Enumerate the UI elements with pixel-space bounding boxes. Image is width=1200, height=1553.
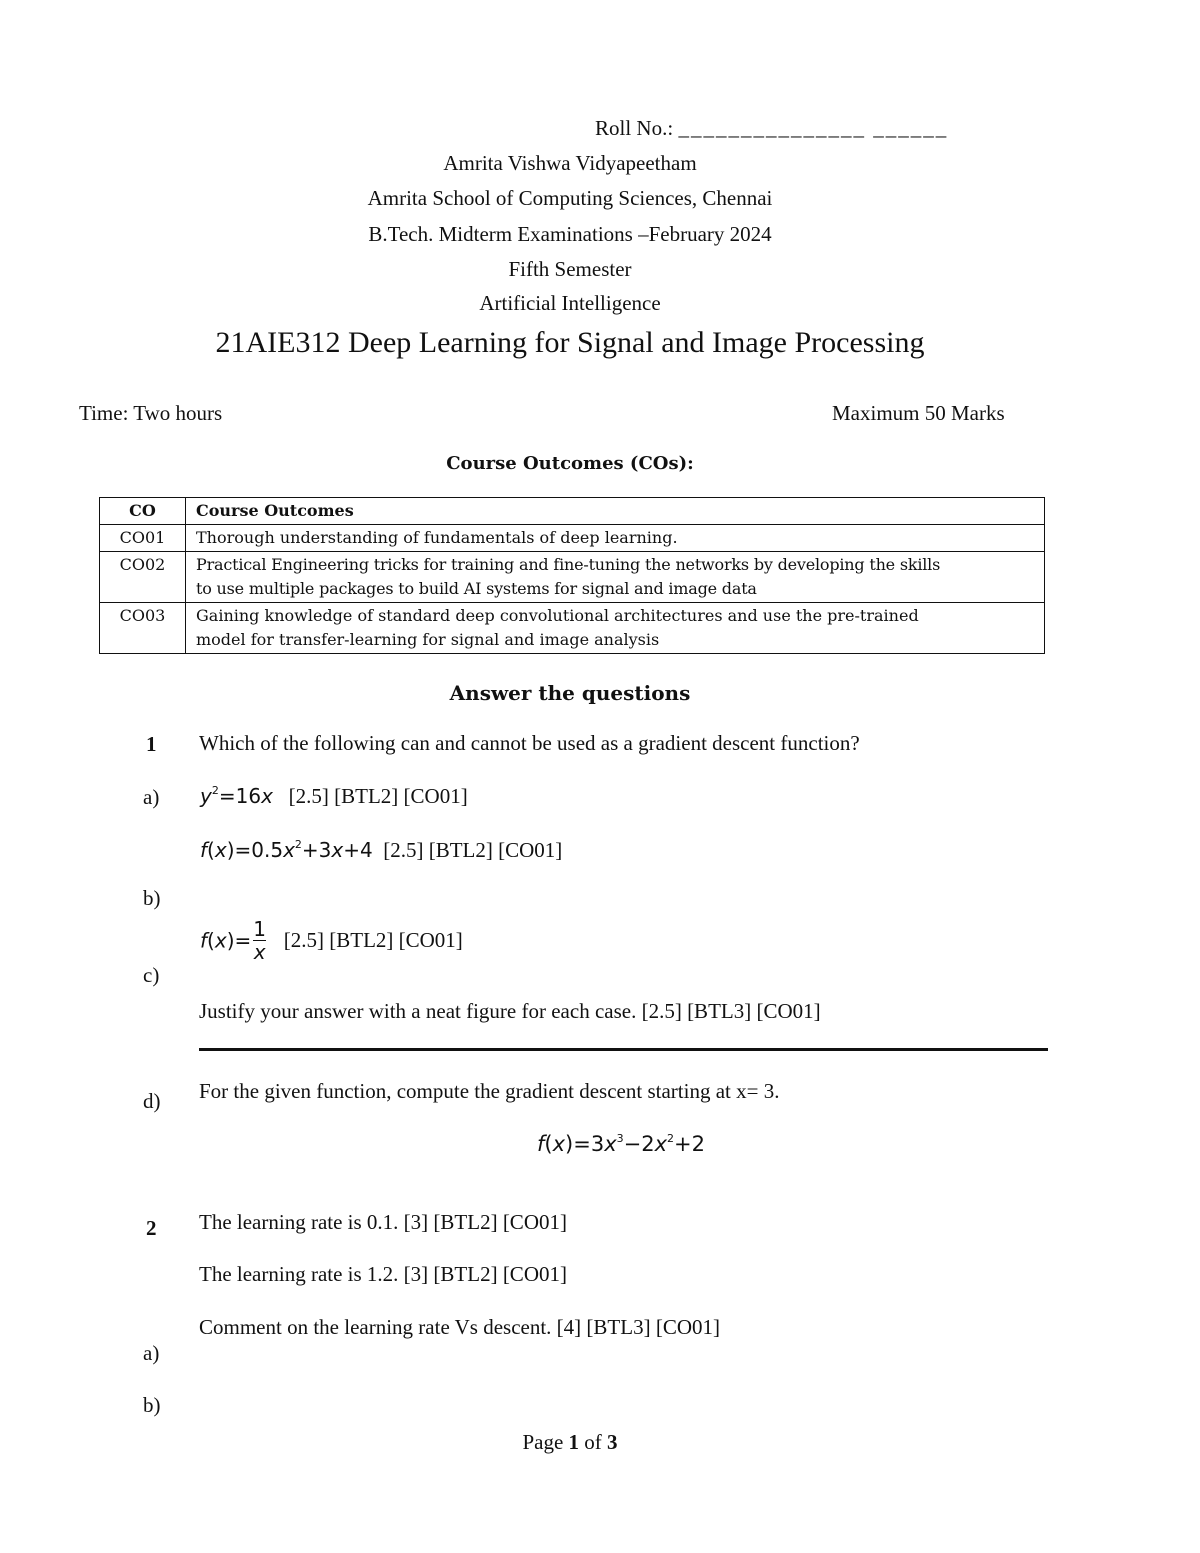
part-label: a) (143, 785, 160, 809)
exam-time: Time: Two hours (79, 401, 223, 425)
page-number: 1 (568, 1430, 580, 1454)
part-a-equation: $y^2=16x$ [2.5] [BTL2] [CO01] (200, 784, 468, 808)
table-row (100, 603, 1045, 654)
q2-line-1: The learning rate is 0.1. [3] [BTL2] [CO01] (199, 1210, 567, 1234)
part-c-tag: [2.5] [BTL2] [CO01] (283, 928, 463, 952)
table-row (100, 525, 1045, 552)
table-row (100, 552, 1045, 603)
part-d-text: For the given function, compute the gradient descent starting at x= 3. (199, 1079, 780, 1103)
table-header-row (100, 498, 1045, 525)
program: Artificial Intelligence (479, 291, 661, 315)
instructions: Answer the questions (449, 681, 691, 705)
course-title: 21AIE312 Deep Learning for Signal and Image Processing (215, 326, 925, 359)
q2-line-2: The learning rate is 1.2. [3] [BTL2] [CO01] (199, 1262, 567, 1286)
course-outcomes-table (99, 497, 1045, 654)
maximum-marks: Maximum 50 Marks (832, 401, 1005, 425)
semester: Fifth Semester (508, 257, 632, 281)
co-code: CO02 (100, 552, 186, 603)
part-label: c) (143, 963, 160, 987)
page-word: Page (522, 1430, 564, 1454)
co-code: CO01 (100, 525, 186, 552)
page-footer (0, 1430, 1140, 1455)
co-column-header: CO (100, 498, 186, 525)
of-word: of (584, 1430, 602, 1454)
university-name: Amrita Vishwa Vidyapeetham (443, 151, 697, 175)
part-b-equation: $f(x)=0.5x^2+3x+4$ [2.5] [BTL2] [CO01] (200, 838, 563, 862)
roll-label: Roll No.: (595, 116, 674, 140)
co-description: Gaining knowledge of standard deep convolutional architectures and use the pre-trained model for transfer-learning for signal and image analysis (186, 603, 1045, 654)
part-a-tag: [2.5] [BTL2] [CO01] (288, 784, 468, 808)
part-c-equation: f(x)= $\frac{1}{x}$ [2.5] [BTL2] [CO01] (200, 917, 463, 964)
exam-name: B.Tech. Midterm Examinations –February 2024 (368, 222, 772, 246)
part-label: a) (143, 1341, 160, 1365)
question-text: Which of the following can and cannot be used as a gradient descent function? (199, 731, 860, 755)
co-code: CO03 (100, 603, 186, 654)
part-label: b) (143, 886, 161, 910)
roll-blank: _______________ ______ (678, 116, 949, 140)
part-label: b) (143, 1393, 161, 1417)
part-d-equation: $f(x)=3x^3-2x^2+2$ (537, 1132, 706, 1156)
q2-line-3: Comment on the learning rate Vs descent. [4] [BTL3] [CO01] (199, 1315, 720, 1339)
outcome-column-header: Course Outcomes (186, 498, 1045, 525)
roll-number-line (595, 116, 948, 141)
co-heading: Course Outcomes (COs): (446, 453, 694, 474)
co-description: Thorough understanding of fundamentals of deep learning. (186, 525, 1045, 552)
section-divider (199, 1048, 1048, 1051)
page-total: 3 (607, 1430, 618, 1454)
justify-text: Justify your answer with a neat figure for each case. [2.5] [BTL3] [CO01] (199, 999, 821, 1023)
co-description: Practical Engineering tricks for training and fine-tuning the networks by developing the skills to use multiple packages to build AI systems for signal and image data (186, 552, 1045, 603)
part-label: d) (143, 1089, 161, 1113)
part-b-tag: [2.5] [BTL2] [CO01] (383, 838, 563, 862)
question-number: 1 (146, 732, 157, 756)
question-number: 2 (146, 1216, 157, 1240)
school-name: Amrita School of Computing Sciences, Chennai (367, 186, 773, 210)
